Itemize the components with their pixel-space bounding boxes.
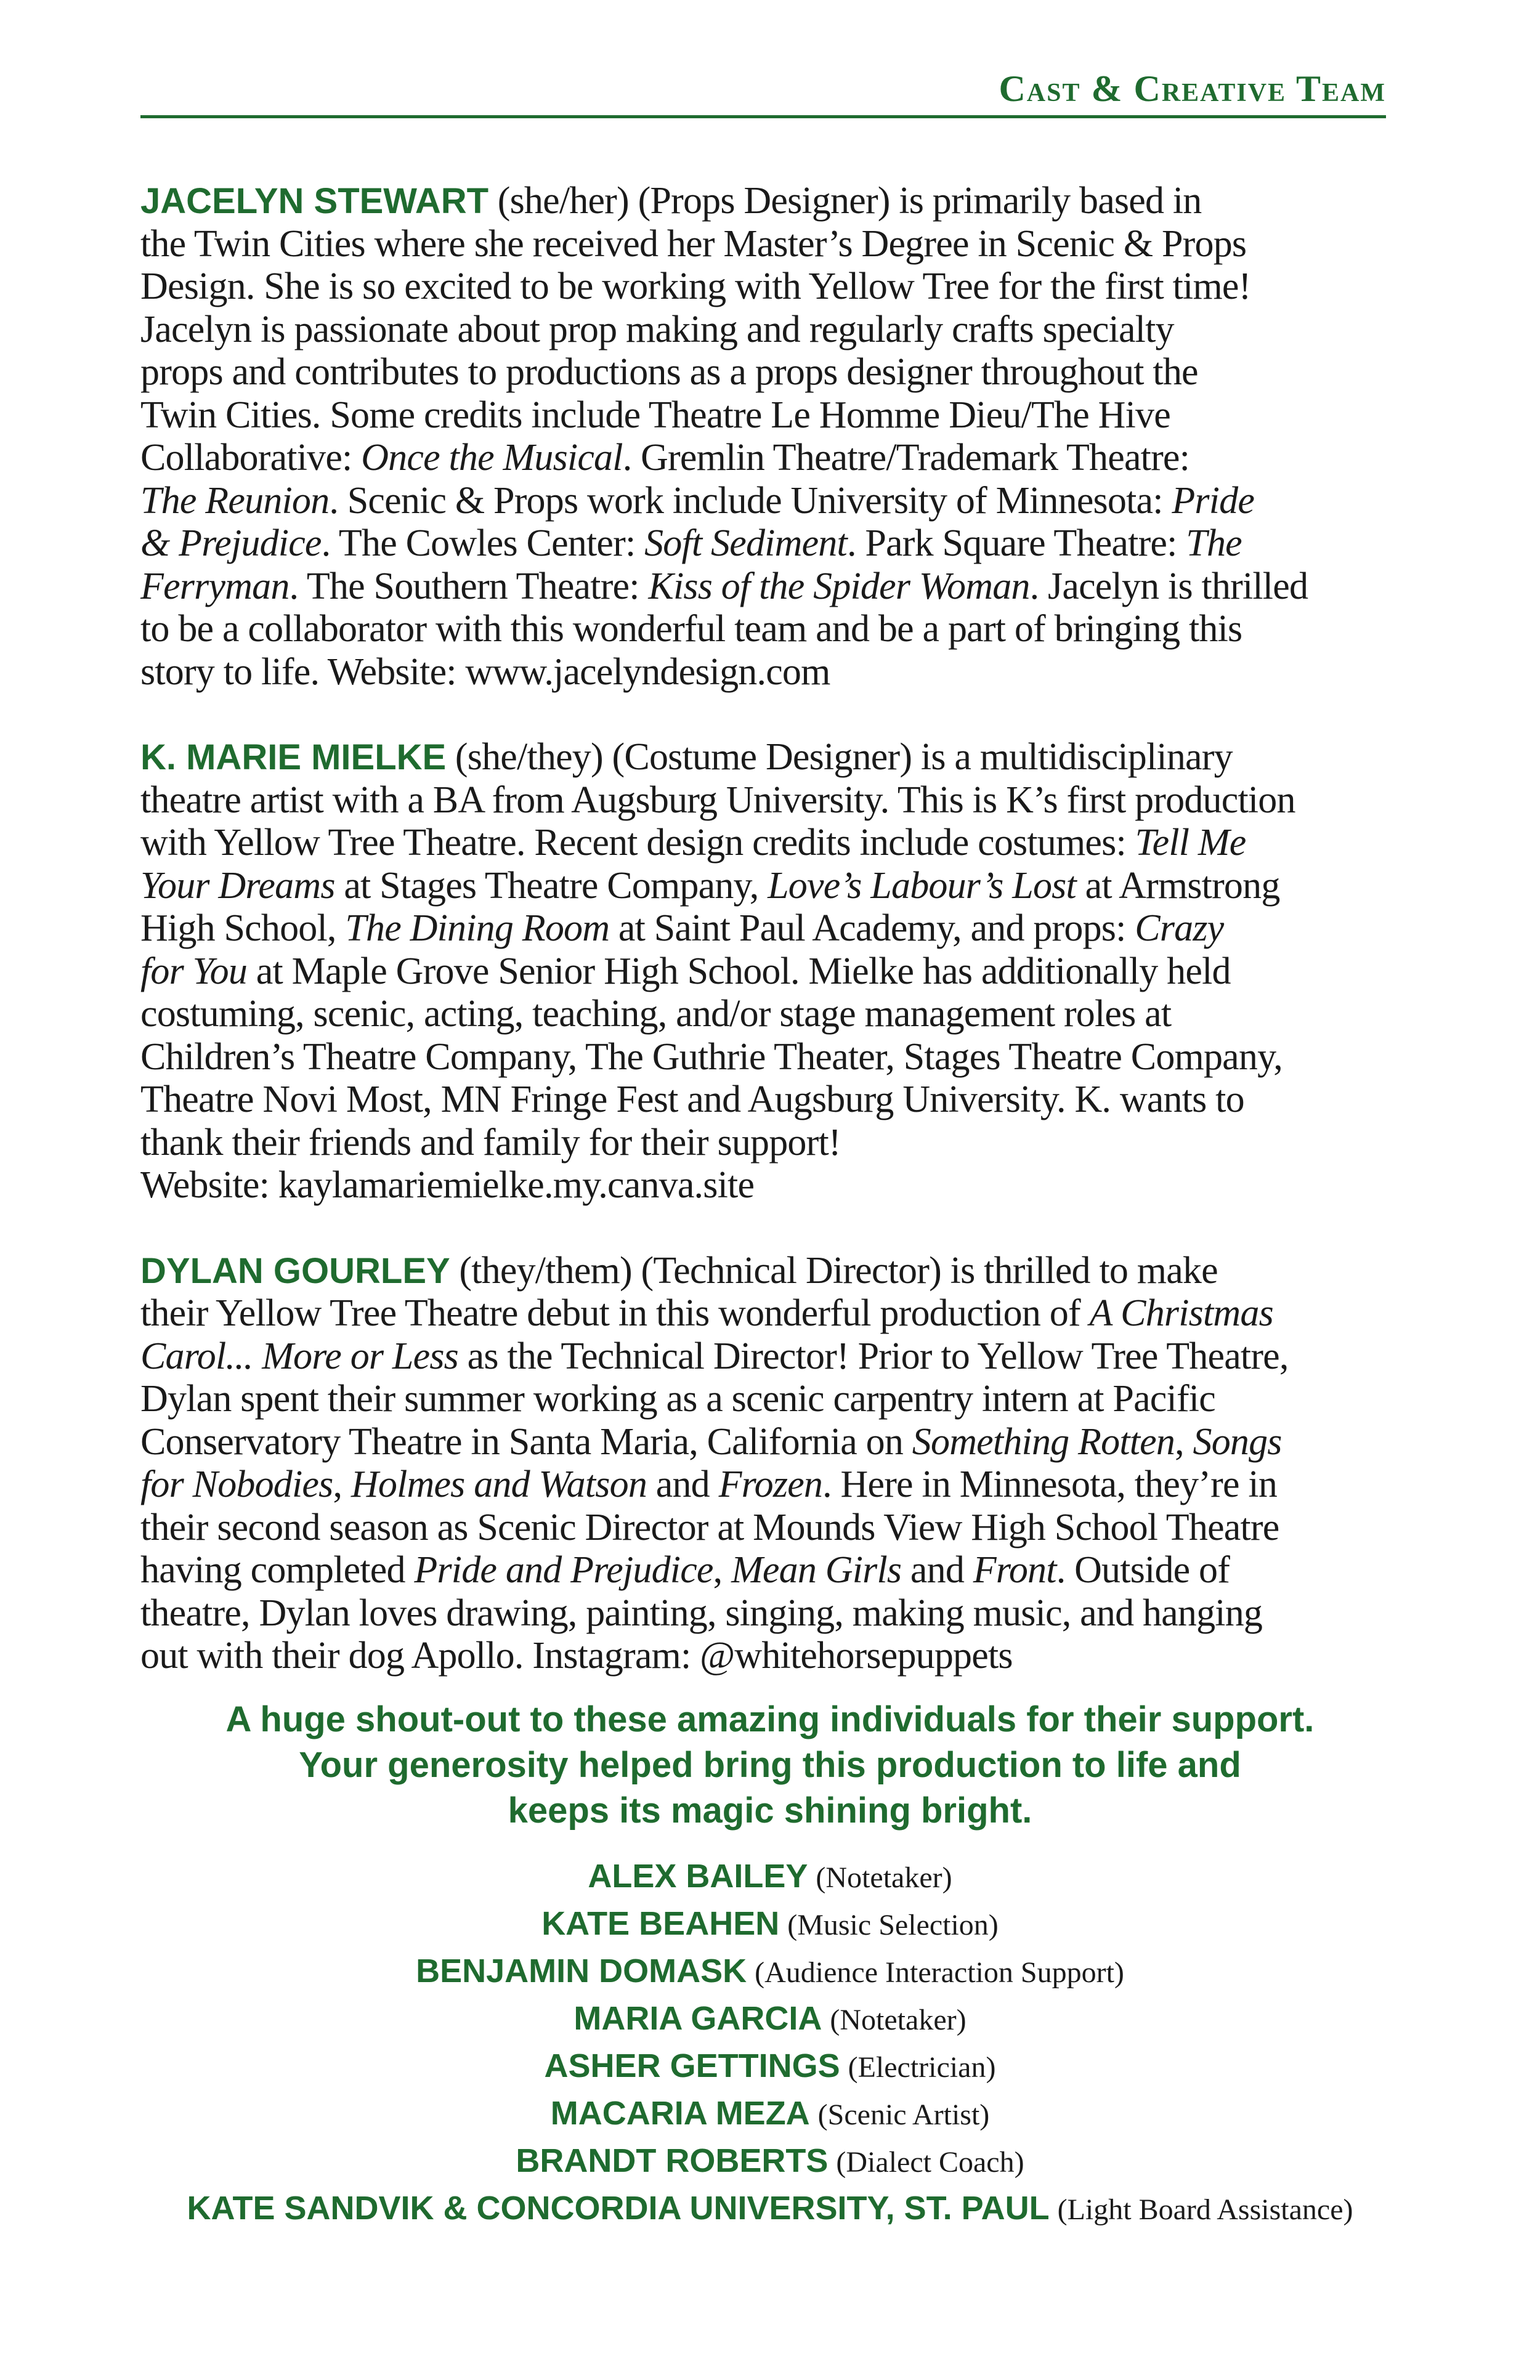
italic-title: Something Rotten — [912, 1420, 1175, 1463]
italic-title: The Dining Room — [345, 907, 610, 949]
section-header — [140, 69, 1386, 118]
italic-title: Soft Sediment — [644, 522, 847, 564]
credit-role: (Electrician) — [848, 2051, 996, 2084]
bio-line — [140, 265, 1403, 309]
bio-line — [140, 1079, 1403, 1122]
credit-role: (Dialect Coach) — [836, 2146, 1024, 2179]
credit-role: (Scenic Artist) — [817, 2099, 990, 2131]
bio-paragraph — [140, 736, 1403, 1207]
bio-line — [140, 1122, 1403, 1165]
italic-title: Tell Me — [1135, 822, 1246, 864]
bio-line — [140, 522, 1403, 565]
bio-text: at Saint Paul Academy, and props: — [609, 907, 1135, 949]
bio-text: Theatre Novi Most, MN Fringe Fest and Augsburg University. K. wants to — [140, 1079, 1244, 1120]
bio-text: having completed — [140, 1549, 415, 1591]
bio-text: at Stages Theatre Company, — [334, 864, 768, 907]
bio-text: the Twin Cities where she received her Master’s Degree in Scenic & Props — [140, 222, 1247, 265]
italic-title: Songs — [1193, 1420, 1282, 1463]
italic-title: The — [1186, 522, 1242, 564]
bio-text: props and contributes to productions as a props designer throughout the — [140, 351, 1198, 393]
bio-text: to be a collaborator with this wonderful team and be a part of bringing this — [140, 608, 1242, 650]
italic-title: Once the Musical — [361, 437, 623, 479]
credit-row — [0, 2138, 1540, 2185]
italic-title: Pride and Prejudice — [414, 1549, 713, 1591]
bio-text: . Park Square Theatre: — [846, 522, 1186, 564]
bio-line — [140, 1250, 1403, 1293]
credit-role: (Audience Interaction Support) — [755, 1956, 1124, 1989]
italic-title: & Prejudice — [140, 522, 322, 564]
italic-title: Pride — [1172, 479, 1255, 522]
italic-title: Love’s Labour’s Lost — [768, 864, 1076, 907]
credit-role: (Notetaker) — [830, 2004, 967, 2036]
credit-name: BRANDT ROBERTS — [516, 2142, 829, 2179]
italic-title: Your Dreams — [140, 864, 335, 907]
bio-paragraph — [140, 1250, 1403, 1678]
credit-name: BENJAMIN DOMASK — [416, 1953, 747, 1989]
bio-text: (she/her) (Props Designer) is primarily based in — [488, 180, 1202, 222]
bio-text: , — [1175, 1420, 1193, 1463]
bio-text: Jacelyn is passionate about prop making and regularly crafts specialty — [140, 308, 1174, 350]
italic-title: Front — [973, 1549, 1056, 1591]
thanks-message-line: Your generosity helped bring this production to life and — [299, 1745, 1241, 1785]
italic-title: for You — [140, 950, 248, 992]
bio-text: , — [713, 1549, 732, 1591]
bio-text: (she/they) (Costume Designer) is a multidisciplinary — [446, 736, 1233, 778]
bio-line — [140, 1635, 1403, 1678]
credit-row — [0, 1853, 1540, 1901]
bio-text: Design. She is so excited to be working with Yellow Tree for the first time! — [140, 265, 1251, 307]
bio-name: JACELYN STEWART — [140, 181, 489, 221]
bio-text: Collaborative: — [140, 437, 362, 479]
bio-text: their second season as Scenic Director at Mounds View High School Theatre — [140, 1506, 1279, 1548]
credit-role: (Music Selection) — [787, 1909, 999, 1941]
italic-title: Crazy — [1135, 907, 1224, 949]
bio-line — [140, 779, 1403, 822]
bio-line — [140, 309, 1403, 352]
bio-text: Conservatory Theatre in Santa Maria, California on — [140, 1420, 912, 1463]
credit-name: KATE SANDVIK & CONCORDIA UNIVERSITY, ST. PAUL — [187, 2190, 1050, 2227]
bio-line — [140, 1292, 1403, 1335]
bio-text: High School, — [140, 907, 346, 949]
credit-row — [0, 1948, 1540, 1996]
credit-name: ASHER GETTINGS — [544, 2047, 840, 2084]
bio-name: K. MARIE MIELKE — [140, 737, 447, 777]
bio-text: with Yellow Tree Theatre. Recent design credits include costumes: — [140, 822, 1135, 864]
bio-text: Children’s Theatre Company, The Guthrie Theater, Stages Theatre Company, — [140, 1035, 1283, 1078]
bio-text: out with their dog Apollo. Instagram: @whitehorsepuppets — [140, 1635, 1013, 1677]
bio-line — [140, 1378, 1403, 1421]
bio-text: their Yellow Tree Theatre debut in this wonderful production of — [140, 1292, 1090, 1334]
bio-line — [140, 736, 1403, 779]
bio-text: Twin Cities. Some credits include Theatre Le Homme Dieu/The Hive — [140, 394, 1170, 436]
thanks-message-line: keeps its magic shining bright. — [508, 1791, 1032, 1831]
credit-row — [0, 2043, 1540, 2091]
bio-text: theatre artist with a BA from Augsburg University. This is K’s first production — [140, 779, 1295, 821]
credit-name: ALEX BAILEY — [588, 1858, 808, 1895]
page-title: Cast & Creative Team — [999, 68, 1386, 109]
bio-text: costuming, scenic, acting, teaching, and/or stage management roles at — [140, 993, 1172, 1035]
bio-text: thank their friends and family for their support! — [140, 1121, 841, 1164]
credit-role: (Notetaker) — [816, 1861, 952, 1894]
bio-text: story to life. Website: www.jacelyndesign.com — [140, 650, 830, 693]
credit-row — [0, 1996, 1540, 2043]
bio-line — [140, 1549, 1403, 1592]
credit-role: (Light Board Assistance) — [1057, 2193, 1353, 2226]
bio-line — [140, 1164, 1403, 1207]
bio-text: at Armstrong — [1076, 864, 1280, 907]
bio-line — [140, 180, 1403, 223]
bio-line — [140, 1036, 1403, 1079]
bio-line — [140, 1507, 1403, 1550]
bio-line — [140, 651, 1403, 694]
bio-line — [140, 437, 1403, 480]
credit-row — [0, 2185, 1540, 2233]
bio-name: DYLAN GOURLEY — [140, 1250, 450, 1291]
bio-text: theatre, Dylan loves drawing, painting, singing, making music, and hanging — [140, 1592, 1263, 1634]
italic-title: Ferryman — [140, 565, 290, 607]
italic-title: Mean Girls — [731, 1549, 902, 1591]
bio-text: . Jacelyn is thrilled — [1029, 565, 1308, 607]
bio-text: and — [901, 1549, 973, 1591]
thanks-message — [0, 1697, 1540, 1834]
bio-line — [140, 865, 1403, 908]
italic-title: Frozen — [718, 1463, 823, 1505]
bio-line — [140, 565, 1403, 609]
bio-paragraph — [140, 180, 1403, 694]
bio-text: as the Technical Director! Prior to Yellow Tree Theatre, — [458, 1335, 1289, 1377]
credit-name: MACARIA MEZA — [550, 2095, 810, 2132]
bio-text: Website: kaylamariemielke.my.canva.site — [140, 1164, 755, 1206]
bio-text: . Here in Minnesota, they’re in — [822, 1463, 1278, 1505]
bio-text: , — [333, 1463, 351, 1505]
italic-title: Carol... More or Less — [140, 1335, 458, 1377]
bio-text: (they/them) (Technical Director) is thrilled to make — [450, 1249, 1218, 1292]
italic-title: for Nobodies — [140, 1463, 333, 1505]
credit-name: KATE BEAHEN — [541, 1905, 780, 1942]
thanks-section — [0, 1697, 1540, 2233]
bio-line — [140, 907, 1403, 950]
bio-line — [140, 608, 1403, 651]
bio-line — [140, 1335, 1403, 1378]
bio-line — [140, 394, 1403, 437]
italic-title: Kiss of the Spider Woman — [648, 565, 1030, 607]
credit-row — [0, 2091, 1540, 2138]
italic-title: Holmes and Watson — [351, 1463, 647, 1505]
bio-text: Dylan spent their summer working as a scenic carpentry intern at Pacific — [140, 1378, 1215, 1420]
italic-title: A Christmas — [1089, 1292, 1273, 1334]
italic-title: The Reunion — [140, 479, 330, 522]
bio-text: . The Cowles Center: — [321, 522, 645, 564]
bio-text: . Scenic & Props work include University of Minnesota: — [329, 479, 1172, 522]
bio-line — [140, 1421, 1403, 1464]
bio-line — [140, 950, 1403, 994]
credits-list — [0, 1853, 1540, 2233]
bio-line — [140, 351, 1403, 394]
bio-line — [140, 480, 1403, 523]
bio-text: . Gremlin Theatre/Trademark Theatre: — [622, 437, 1190, 479]
bio-line — [140, 223, 1403, 266]
bios-section — [140, 180, 1403, 1678]
bio-text: . The Southern Theatre: — [289, 565, 649, 607]
bio-line — [140, 993, 1403, 1036]
bio-line — [140, 822, 1403, 865]
credit-name: MARIA GARCIA — [573, 2000, 822, 2037]
bio-text: . Outside of — [1056, 1549, 1230, 1591]
bio-line — [140, 1463, 1403, 1507]
bio-text: at Maple Grove Senior High School. Mielke has additionally held — [247, 950, 1231, 992]
bio-text: and — [647, 1463, 719, 1505]
bio-line — [140, 1592, 1403, 1635]
credit-row — [0, 1901, 1540, 1948]
thanks-message-line: A huge shout-out to these amazing individuals for their support. — [225, 1699, 1315, 1739]
